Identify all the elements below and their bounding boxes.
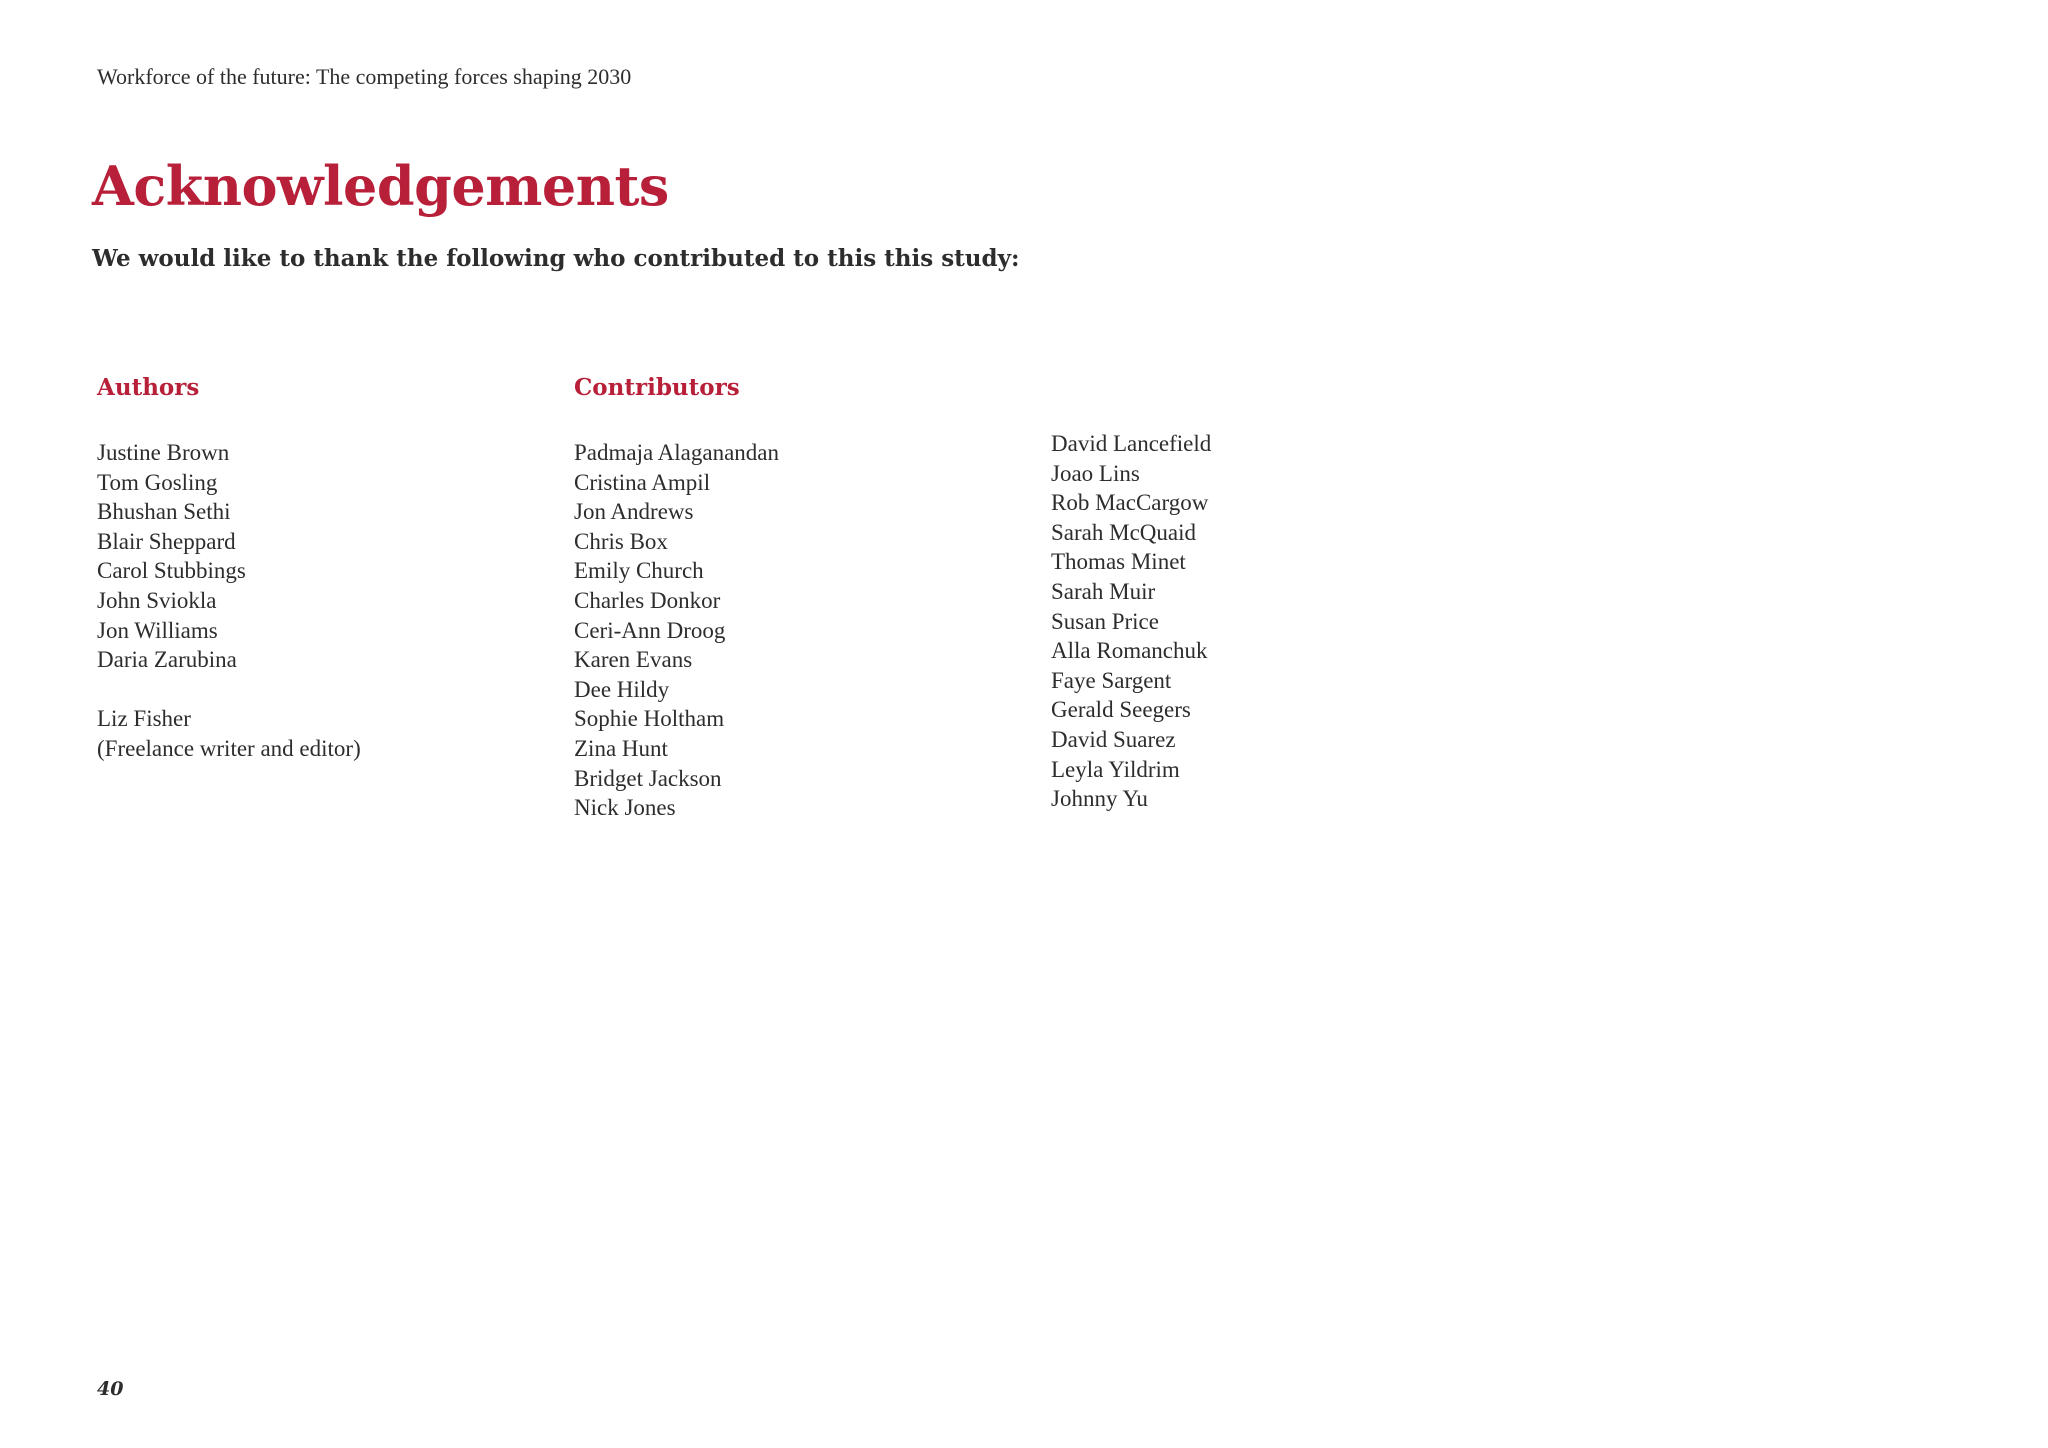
page-number: 40 bbox=[97, 1378, 124, 1400]
list-item: Tom Gosling bbox=[97, 469, 218, 495]
list-item: Nick Jones bbox=[574, 795, 676, 821]
writer-role: (Freelance writer and editor) bbox=[97, 735, 361, 761]
authors-list bbox=[97, 438, 361, 764]
list-item: Johnny Yu bbox=[1051, 786, 1148, 812]
list-item: Karen Evans bbox=[574, 647, 693, 673]
running-header: Workforce of the future: The competing forces shaping 2030 bbox=[97, 64, 632, 89]
list-item: Gerald Seegers bbox=[1051, 697, 1191, 723]
list-item: Carol Stubbings bbox=[97, 558, 246, 584]
contributors-continued bbox=[1051, 429, 1211, 814]
list-item: Leyla Yildrim bbox=[1051, 756, 1180, 782]
list-item: Joao Lins bbox=[1051, 460, 1140, 486]
list-item: Jon Andrews bbox=[574, 499, 694, 525]
list-item: David Lancefield bbox=[1051, 431, 1212, 456]
list-item: Sophie Holtham bbox=[574, 706, 725, 732]
list-item: Rob MacCargow bbox=[1051, 490, 1209, 516]
list-item: Blair Sheppard bbox=[97, 528, 236, 554]
list-spacer bbox=[97, 675, 361, 705]
list-item: John Sviokla bbox=[97, 587, 217, 613]
list-item: Faye Sargent bbox=[1051, 667, 1172, 693]
list-item: Bhushan Sethi bbox=[97, 499, 231, 525]
list-item: Chris Box bbox=[574, 528, 668, 554]
authors-section bbox=[97, 370, 361, 764]
list-item: Zina Hunt bbox=[574, 735, 668, 761]
list-item: David Suarez bbox=[1051, 726, 1176, 752]
list-item: Daria Zarubina bbox=[97, 647, 237, 673]
list-item: Thomas Minet bbox=[1051, 549, 1186, 575]
list-item: Dee Hildy bbox=[574, 676, 670, 702]
list-item: Sarah Muir bbox=[1051, 578, 1156, 604]
contributors-section bbox=[574, 370, 779, 823]
list-item: Emily Church bbox=[574, 558, 704, 584]
list-item: Cristina Ampil bbox=[574, 469, 711, 495]
list-item: Ceri-Ann Droog bbox=[574, 617, 726, 643]
list-item: Padmaja Alaganandan bbox=[574, 440, 780, 465]
contributors-list-1 bbox=[574, 438, 779, 823]
contributors-heading: Contributors bbox=[574, 374, 740, 401]
list-item: Jon Williams bbox=[97, 617, 218, 643]
page-title: Acknowledgements bbox=[92, 154, 669, 218]
list-item: Bridget Jackson bbox=[574, 765, 722, 791]
list-item: Alla Romanchuk bbox=[1051, 638, 1208, 664]
writer-name: Liz Fisher bbox=[97, 706, 191, 732]
list-item: Susan Price bbox=[1051, 608, 1159, 634]
list-item: Charles Donkor bbox=[574, 587, 721, 613]
list-item: Justine Brown bbox=[97, 440, 230, 465]
authors-heading: Authors bbox=[97, 374, 200, 401]
intro-text: We would like to thank the following who contributed to this this study: bbox=[92, 245, 1020, 272]
contributors-list-2 bbox=[1051, 429, 1211, 814]
list-item: Sarah McQuaid bbox=[1051, 519, 1196, 545]
